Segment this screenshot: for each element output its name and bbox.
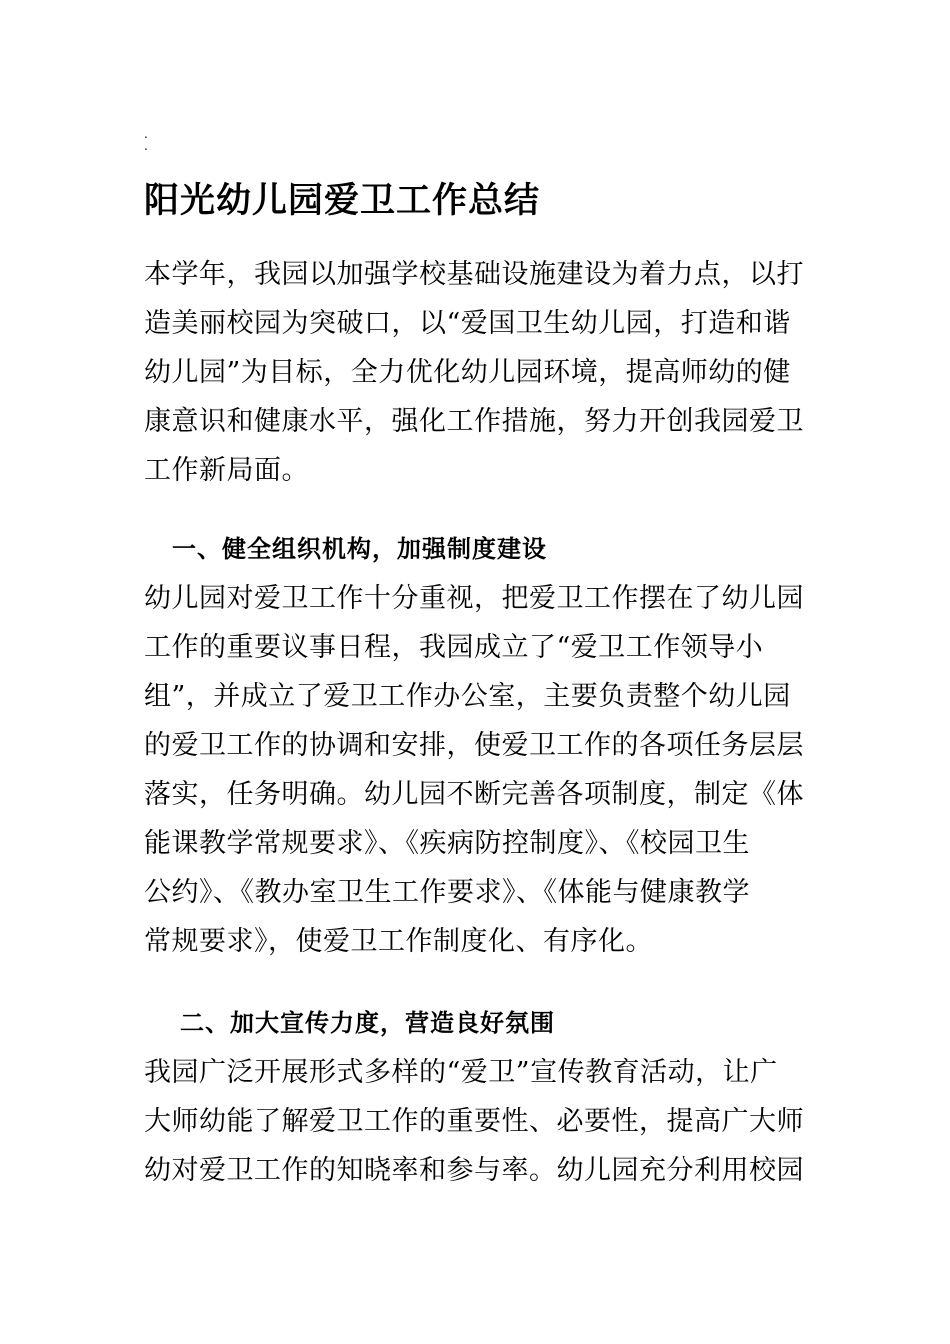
section-1-paragraph xyxy=(144,574,804,966)
document-title: 阳光幼儿园爱卫工作总结 xyxy=(144,181,541,221)
paragraph-line: 本学年，我园以加强学校基础设施建设为着力点，以打 xyxy=(144,259,804,290)
intro-paragraph xyxy=(144,250,804,495)
paragraph-line: 幼儿园”为目标，全力优化幼儿园环境，提高师幼的健 xyxy=(144,357,791,388)
paragraph-line: 造美丽校园为突破口，以“爱国卫生幼儿园，打造和谐 xyxy=(144,308,791,339)
section-heading-2: 二、加大宣传力度，营造良好氛围 xyxy=(180,1009,555,1037)
paragraph-line: 公约》、《教办室卫生工作要求》、《体能与健康教学 xyxy=(144,877,750,908)
margin-mark: . xyxy=(144,139,148,153)
paragraph-line: 康意识和健康水平，强化工作措施，努力开创我园爱卫 xyxy=(144,406,804,437)
paragraph-line: 组”，并成立了爱卫工作办公室，主要负责整个幼儿园 xyxy=(144,681,791,712)
paragraph-line: 幼儿园对爱卫工作十分重视，把爱卫工作摆在了幼儿园 xyxy=(144,583,804,614)
section-2-paragraph xyxy=(144,1048,804,1195)
paragraph-line: 我园广泛开展形式多样的“爱卫”宣传教育活动，让广 xyxy=(144,1057,778,1088)
section-heading-1: 一、健全组织机构，加强制度建设 xyxy=(172,535,547,563)
paragraph-line: 工作新局面。 xyxy=(144,455,309,486)
paragraph-line: 幼对爱卫工作的知晓率和参与率。幼儿园充分利用校园 xyxy=(144,1155,804,1186)
paragraph-line: 能课教学常规要求》、《疾病防控制度》、《校园卫生 xyxy=(144,828,750,859)
margin-marks xyxy=(144,128,148,152)
paragraph-line: 的爱卫工作的协调和安排，使爱卫工作的各项任务层层 xyxy=(144,730,804,761)
paragraph-line: 大师幼能了解爱卫工作的重要性、必要性，提高广大师 xyxy=(144,1106,804,1137)
margin-mark: . xyxy=(144,127,148,141)
paragraph-line: 落实，任务明确。幼儿园不断完善各项制度，制定《体 xyxy=(144,779,804,810)
paragraph-line: 工作的重要议事日程，我园成立了“爱卫工作领导小 xyxy=(144,632,764,663)
paragraph-line: 常规要求》，使爱卫工作制度化、有序化。 xyxy=(144,926,653,957)
